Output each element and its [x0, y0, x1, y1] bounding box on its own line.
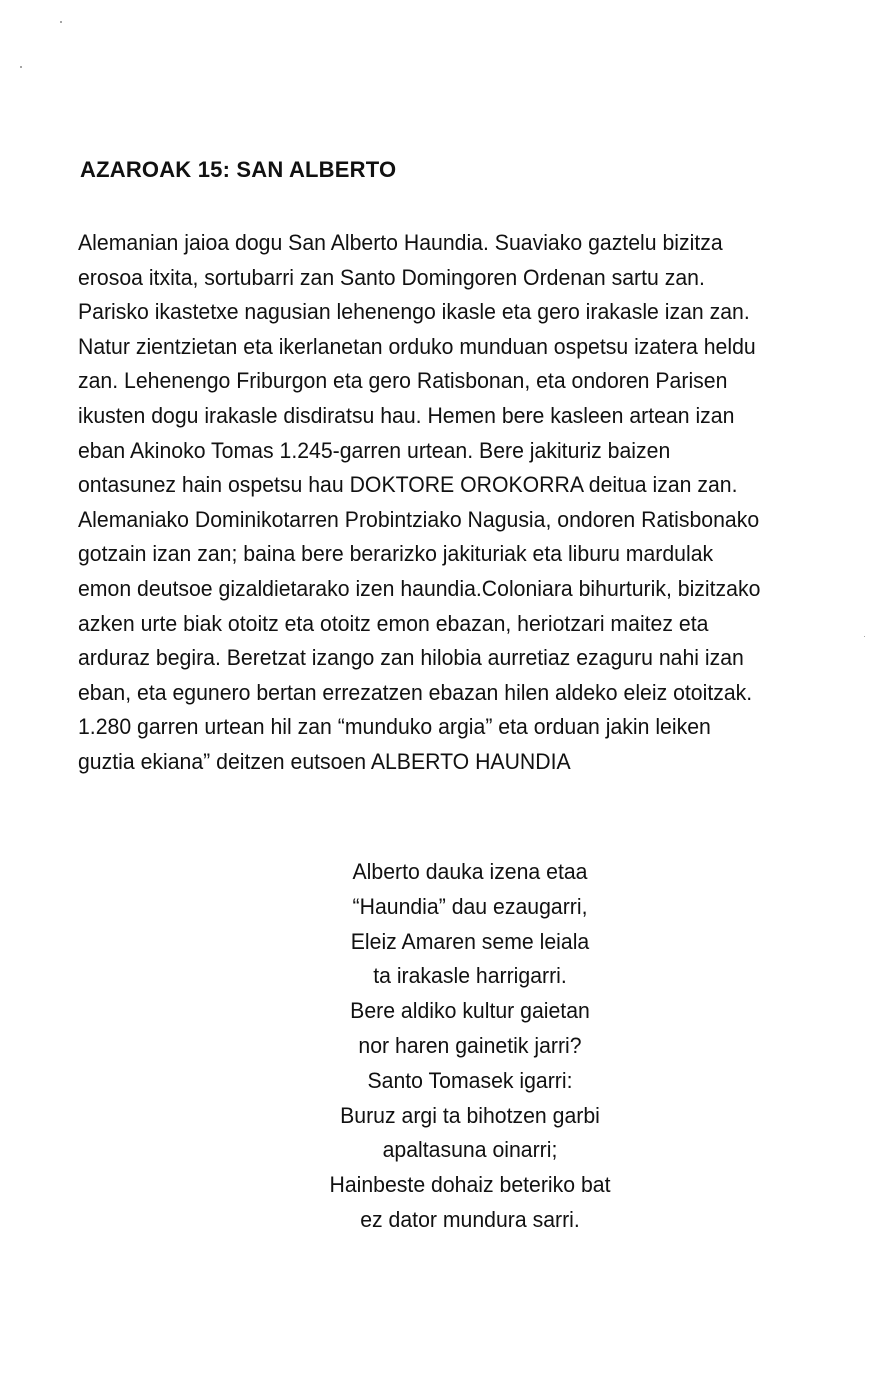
poem-line: Santo Tomasek igarri:: [367, 1067, 573, 1093]
page-title: AZAROAK 15: SAN ALBERTO: [80, 157, 397, 182]
paragraph-line: guztia ekiana” deitzen eutsoen ALBERTO HAUNDIA: [78, 748, 571, 774]
paragraph-line: arduraz begira. Beretzat izango zan hilobia aurretiaz ezaguru nahi izan: [78, 645, 744, 671]
poem-line: ez dator mundura sarri.: [360, 1206, 580, 1232]
paragraph-line: emon deutsoe gizaldietarako izen haundia.Coloniara bihurturik, bizitzako: [78, 575, 761, 601]
paragraph-line: 1.280 garren urtean hil zan “munduko argia” eta orduan jakin leiken: [78, 714, 711, 740]
paragraph-line: ikusten dogu irakasle disdiratsu hau. Hemen bere kasleen artean izan: [78, 402, 735, 428]
poem-line: Eleiz Amaren seme leiala: [350, 928, 590, 954]
paragraph-line: eban Akinoko Tomas 1.245-garren urtean. Bere jakituriz baizen: [78, 437, 671, 463]
paragraph-line: Natur zientzietan eta ikerlanetan orduko munduan ospetsu izatera heldu: [78, 333, 756, 359]
paragraph-line: eban, eta egunero bertan errezatzen ebazan hilen aldeko eleiz otoitzak.: [78, 679, 753, 705]
paragraph-line: Alemaniako Dominikotarren Probintziako Nagusia, ondoren Ratisbonako: [78, 506, 760, 532]
paragraph-line: ontasunez hain ospetsu hau DOKTORE OROKORRA deitua izan zan.: [78, 472, 738, 498]
scan-speck: [20, 66, 22, 68]
poem-line: Hainbeste dohaiz beteriko bat: [329, 1172, 611, 1198]
poem-line: Buruz argi ta bihotzen garbi: [340, 1102, 600, 1128]
scan-speck: [864, 636, 865, 637]
poem-line: ta irakasle harrigarri.: [373, 963, 567, 989]
paragraph-line: azken urte biak otoitz eta otoitz emon ebazan, heriotzari maitez eta: [78, 610, 709, 636]
body-paragraph: [78, 226, 818, 780]
poem-line: Alberto dauka izena etaa: [352, 859, 588, 884]
paragraph-line: Parisko ikastetxe nagusian lehenengo ikasle eta gero irakasle izan zan.: [78, 299, 750, 325]
paragraph-line: zan. Lehenengo Friburgon eta gero Ratisbonan, eta ondoren Parisen: [78, 368, 728, 394]
poem-line: nor haren gainetik jarri?: [358, 1032, 582, 1058]
poem-stanza: [260, 855, 680, 1238]
poem-line: Bere aldiko kultur gaietan: [350, 998, 590, 1024]
paragraph-line: gotzain izan zan; baina bere berarizko jakituriak eta liburu mardulak: [78, 541, 714, 567]
poem-line: “Haundia” dau ezaugarri,: [352, 893, 588, 919]
poem-line: apaltasuna oinarri;: [382, 1137, 558, 1163]
scan-speck: [60, 21, 62, 23]
paragraph-line: Alemanian jaioa dogu San Alberto Haundia. Suaviako gaztelu bizitza: [78, 230, 723, 255]
paragraph-line: erosoa itxita, sortubarri zan Santo Domingoren Ordenan sartu zan.: [78, 264, 705, 290]
